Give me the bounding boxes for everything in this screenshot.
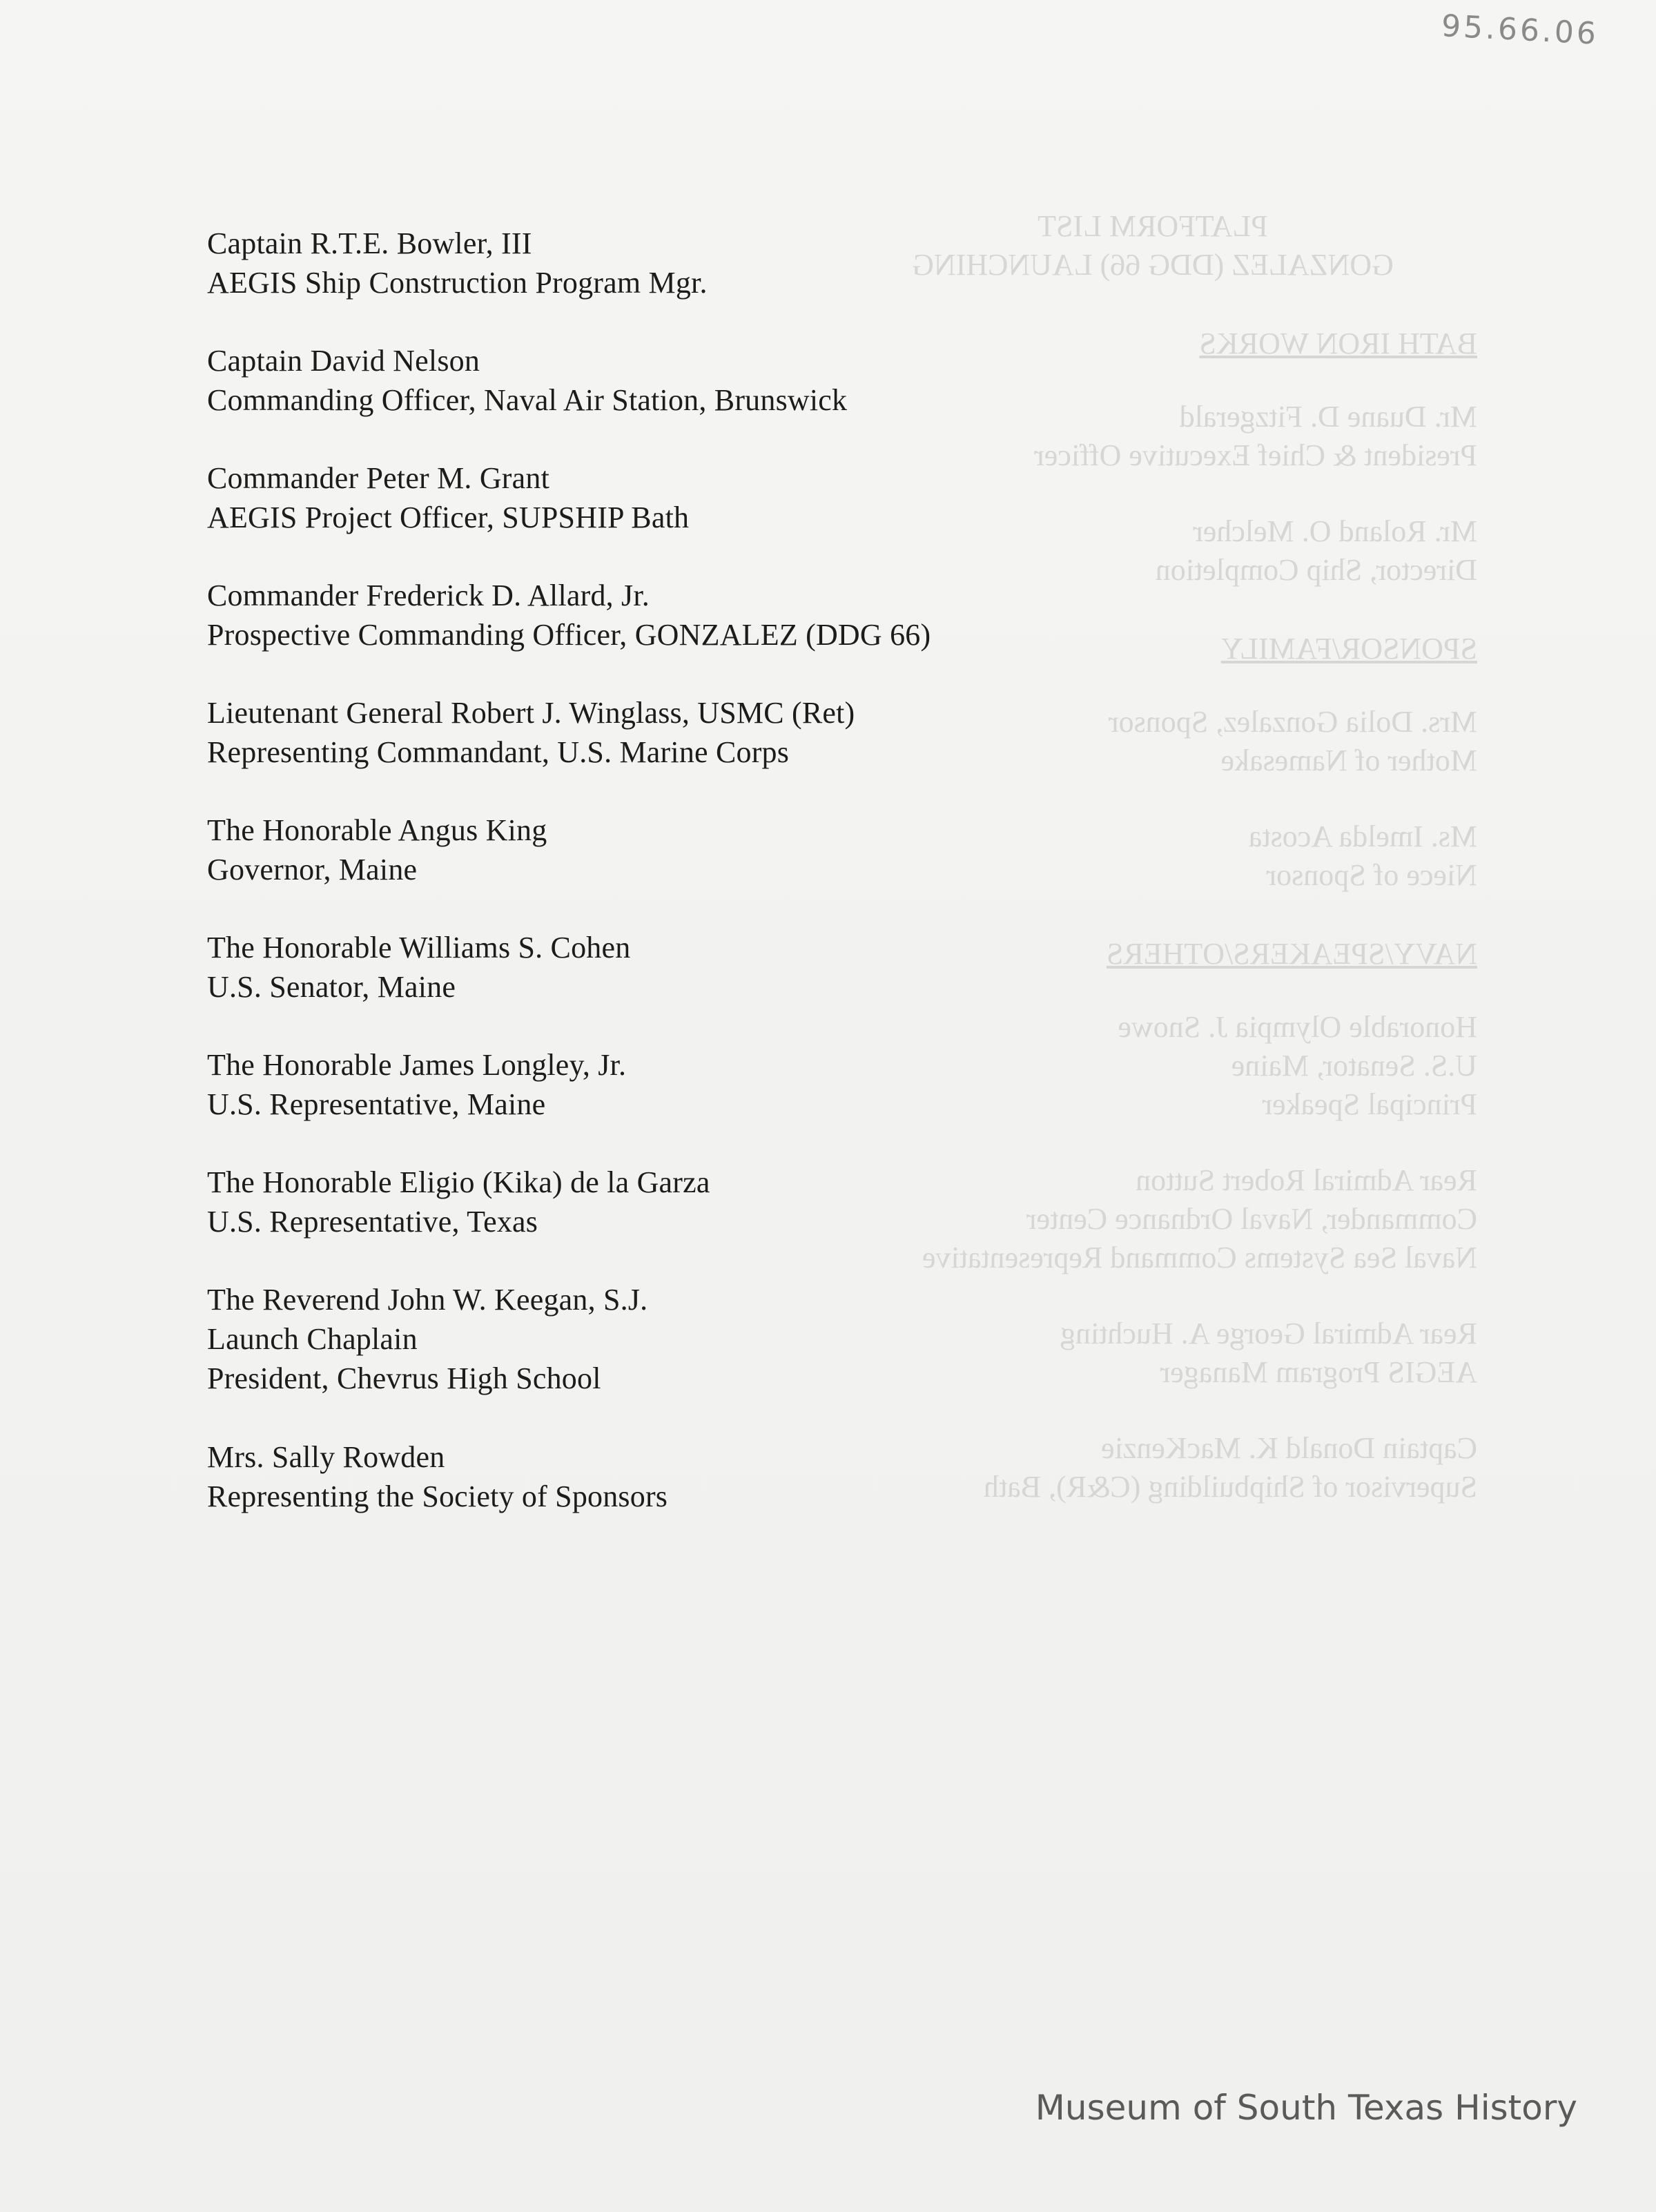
list-entry bbox=[207, 1280, 1243, 1437]
bleed-line: Mr. Duane D. Fitzgerald bbox=[1179, 400, 1477, 434]
bleed-title-line: GONZALEZ (DDG 66) LAUNCHING bbox=[912, 248, 1394, 282]
entry-title: U.S. Representative, Texas bbox=[207, 1205, 538, 1239]
entry-name: The Honorable James Longley, Jr. bbox=[207, 1048, 627, 1082]
bleed-line: Ms. Imelda Acosta bbox=[1248, 819, 1477, 853]
entry-title: U.S. Senator, Maine bbox=[207, 970, 456, 1004]
list-entry bbox=[207, 1163, 1243, 1280]
entry-title: Governor, Maine bbox=[207, 853, 418, 886]
bleed-line: Commander, Naval Ordnance Center bbox=[1026, 1202, 1477, 1236]
bleed-title-line: PLATFORM LIST bbox=[1038, 209, 1268, 243]
platform-list bbox=[207, 224, 1243, 1555]
list-entry bbox=[207, 341, 1243, 458]
list-entry bbox=[207, 576, 1243, 693]
bleed-line: Rear Admiral Robert Sutton bbox=[1136, 1163, 1477, 1197]
entry-title: Representing Commandant, U.S. Marine Corps bbox=[207, 735, 790, 769]
list-entry bbox=[207, 458, 1243, 576]
bleed-line: Principal Speaker bbox=[1262, 1087, 1477, 1121]
bleed-line: President & Chief Executive Officer bbox=[1034, 438, 1477, 472]
bleed-heading: BATH IRON WORKS bbox=[1199, 327, 1477, 360]
bleed-line: Mrs. Dolia Gonzalez, Sponsor bbox=[1108, 705, 1477, 739]
entry-name: Commander Peter M. Grant bbox=[207, 461, 550, 495]
entry-title: Commanding Officer, Naval Air Station, Brunswick bbox=[207, 383, 848, 417]
bleed-line: Honorable Olympia J. Snowe bbox=[1118, 1010, 1477, 1044]
entry-title: AEGIS Ship Construction Program Mgr. bbox=[207, 266, 708, 300]
entry-title: AEGIS Project Officer, SUPSHIP Bath bbox=[207, 501, 690, 534]
entry-name: Captain David Nelson bbox=[207, 344, 480, 378]
bleed-line: Captain Donald K. MacKenzie bbox=[1101, 1431, 1477, 1465]
list-entry bbox=[207, 693, 1243, 811]
entry-title: President, Chevrus High School bbox=[207, 1361, 601, 1395]
entry-name: The Honorable Eligio (Kika) de la Garza bbox=[207, 1165, 710, 1199]
bleed-line: Niece of Sponsor bbox=[1266, 858, 1477, 892]
entry-name: The Reverend John W. Keegan, S.J. bbox=[207, 1283, 648, 1317]
entry-name: Commander Frederick D. Allard, Jr. bbox=[207, 579, 650, 612]
museum-watermark: Museum of South Texas History bbox=[1035, 2088, 1577, 2128]
entry-name: The Honorable Williams S. Cohen bbox=[207, 931, 631, 964]
list-entry bbox=[207, 1045, 1243, 1163]
entry-name: Captain R.T.E. Bowler, III bbox=[207, 226, 532, 260]
bleed-line: Director, Ship Completion bbox=[1155, 553, 1477, 587]
entry-title: Prospective Commanding Officer, GONZALEZ (DDG 66) bbox=[207, 618, 931, 652]
bleed-line: U.S. Senator, Maine bbox=[1231, 1049, 1477, 1083]
bleed-line: Naval Sea Systems Command Representative bbox=[922, 1241, 1477, 1274]
entry-name: The Honorable Angus King bbox=[207, 813, 547, 847]
entry-title: U.S. Representative, Maine bbox=[207, 1087, 546, 1121]
entry-title: Launch Chaplain bbox=[207, 1322, 418, 1356]
bleed-line: AEGIS Program Manager bbox=[1160, 1355, 1477, 1389]
bleed-line: Rear Admiral George A. Huchting bbox=[1060, 1317, 1477, 1350]
bleed-line: Mother of Namesake bbox=[1220, 744, 1477, 777]
entry-name: Mrs. Sally Rowden bbox=[207, 1440, 445, 1474]
bleed-heading: NAVY/SPEAKERS/OTHERS bbox=[1106, 937, 1477, 971]
bleed-line: Mr. Roland O. Melcher bbox=[1193, 514, 1477, 548]
list-entry bbox=[207, 811, 1243, 928]
bleed-heading: SPONSOR/FAMILY bbox=[1220, 632, 1477, 666]
entry-name: Lieutenant General Robert J. Winglass, USMC (Ret) bbox=[207, 696, 855, 730]
archive-number: 95.66.06 bbox=[1440, 8, 1600, 52]
list-entry bbox=[207, 1437, 1243, 1555]
list-entry bbox=[207, 224, 1243, 341]
list-entry bbox=[207, 928, 1243, 1045]
bleed-line: Supervisor of Shipbuilding (C&R), Bath bbox=[984, 1470, 1477, 1504]
entry-title: Representing the Society of Sponsors bbox=[207, 1479, 668, 1513]
